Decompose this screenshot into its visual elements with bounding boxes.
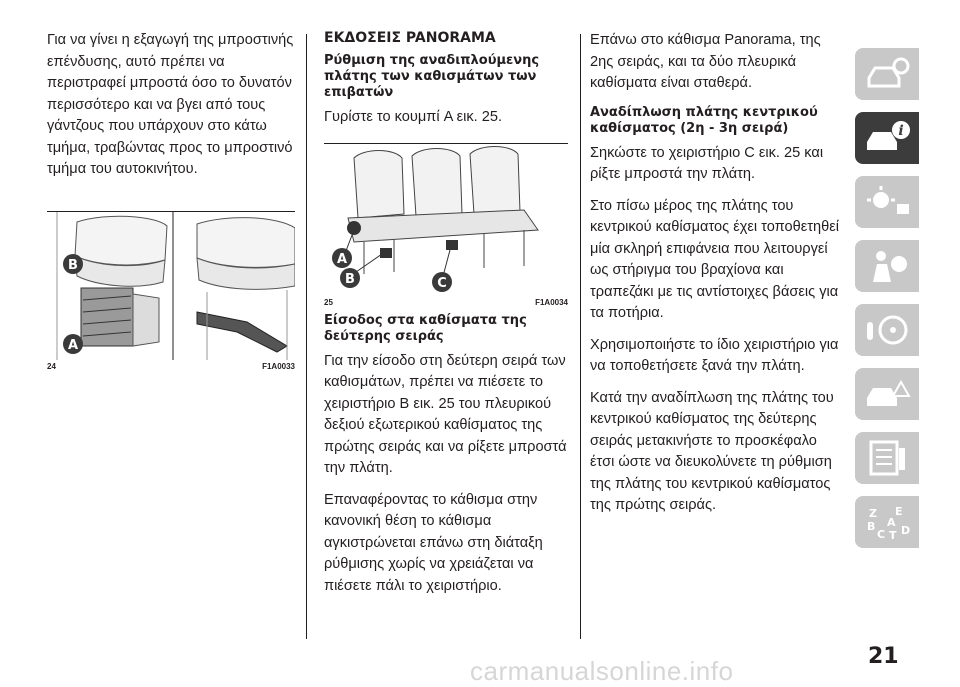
tab-car-tools[interactable]	[855, 48, 919, 100]
figure-code: F1A0034	[535, 297, 568, 307]
airbag-person-icon	[863, 248, 911, 284]
svg-text:C: C	[437, 275, 447, 291]
panorama-seats-illustration	[324, 144, 568, 296]
paragraph: Χρησιμοποιήστε το ίδιο χειριστήριο για να τοποθετήσετε ξανά την πλάτη.	[590, 336, 839, 374]
svg-text:B: B	[867, 520, 876, 533]
tab-emergency[interactable]	[855, 368, 919, 420]
section-title: ΕΚΔΟΣΕΙΣ PANORAMA	[324, 30, 496, 46]
car-tools-icon	[863, 56, 911, 92]
figure-24	[47, 211, 295, 371]
svg-text:Z: Z	[869, 507, 877, 520]
svg-text:i: i	[898, 123, 904, 139]
paragraph: Για την είσοδο στη δεύτερη σειρά των καθισμάτων, πρέπει να πιέσετε το χειριστήριο B εικ. 25 του πλευρικού δεξιού εξωτερικού καθίσματος της πρώτης σειράς και να ρίξετε μπροστά την πλάτη.	[324, 352, 567, 476]
svg-text:B: B	[345, 271, 355, 287]
paragraph: Κατά την αναδίπλωση της πλάτης του κεντρικού καθίσματος της δεύτερης σειράς μετακινήστε το προσκέφαλο έτσι ώστε να διευκολύνετε τη ρύθμιση της πλάτης του κεντρικού καθίσματος της πρώτης σειράς.	[590, 389, 834, 513]
figure-25	[324, 143, 568, 307]
column-1	[47, 30, 295, 377]
page-number: 21	[868, 644, 899, 669]
tab-maintenance[interactable]	[855, 432, 919, 484]
column-2	[324, 30, 568, 607]
column-divider	[306, 34, 307, 639]
car-info-icon	[863, 120, 911, 156]
svg-text:A: A	[336, 251, 348, 267]
svg-text:D: D	[901, 524, 911, 537]
tab-driving[interactable]	[855, 304, 919, 356]
steering-wheel-icon	[863, 312, 911, 348]
tab-car-info[interactable]	[855, 112, 919, 164]
svg-text:E: E	[895, 505, 903, 518]
subsection-title: Είσοδος στα καθίσματα της δεύτερης σειράς	[324, 312, 527, 344]
paragraph: Σηκώστε το χειριστήριο C εικ. 25 και ρίξτε μπροστά την πλάτη.	[590, 144, 824, 182]
svg-text:T: T	[889, 529, 897, 540]
alphabet-index-icon	[863, 504, 911, 540]
watermark: carmanualsonline.info	[470, 656, 734, 686]
svg-text:A: A	[67, 337, 79, 353]
intro-paragraph: Για να γίνει η εξαγωγή της μπροστινής επένδυσης, αυτό πρέπει να περιστραφεί μπροστά όσο το δυνατόν περισσότερο και να βγει από τους γάντζους που υπάρχουν στο κάτω τμήμα, τραβώντας προς το μπροστινό τμήμα του αυτοκινήτου.	[47, 32, 294, 177]
seat-removal-illustration	[47, 212, 295, 360]
chapter-tabs	[855, 48, 919, 560]
car-breakdown-icon	[863, 376, 911, 412]
paragraph: Γυρίστε το κουμπί A εικ. 25.	[324, 109, 503, 125]
paragraph: Στο πίσω μέρος της πλάτης του κεντρικού καθίσματος έχει τοποθετηθεί μία σκληρή επιφάνεια που λειτουργεί ως στήριγμα του βραχίονα και τραπεζάκι με τις αντίστοιχες βάσεις για τα ποτήρια.	[590, 197, 839, 321]
svg-text:A: A	[887, 516, 896, 529]
figure-number: 24	[47, 361, 56, 371]
maintenance-list-icon	[863, 440, 911, 476]
figure-code: F1A0033	[262, 361, 295, 371]
figure-caption	[324, 298, 568, 307]
figure-caption	[47, 362, 295, 371]
warning-lights-icon	[863, 184, 911, 220]
paragraph: Επαναφέροντας το κάθισμα στην κανονική θέση το κάθισμα αγκιστρώνεται επάνω στη διάταξη ρύθμισης χωρίς να χρειάζεται να πιέσετε πάλι το χειριστήριο.	[324, 491, 543, 594]
tab-safety[interactable]	[855, 240, 919, 292]
svg-text:C: C	[877, 528, 886, 540]
svg-text:B: B	[68, 257, 78, 273]
column-divider	[580, 34, 581, 639]
tab-index[interactable]	[855, 496, 919, 548]
subsection-title: Αναδίπλωση πλάτης κεντρικού καθίσματος (2η - 3η σειρά)	[590, 104, 818, 136]
tab-warning-lights[interactable]	[855, 176, 919, 228]
figure-number: 25	[324, 297, 333, 307]
paragraph: Επάνω στο κάθισμα Panorama, της 2ης σειράς, και τα δύο πλευρικά καθίσματα είναι σταθερά.	[590, 32, 821, 91]
subsection-title: Ρύθμιση της αναδιπλούμενης πλάτης των καθισμάτων των επιβατών	[324, 53, 540, 100]
column-3	[590, 30, 840, 527]
